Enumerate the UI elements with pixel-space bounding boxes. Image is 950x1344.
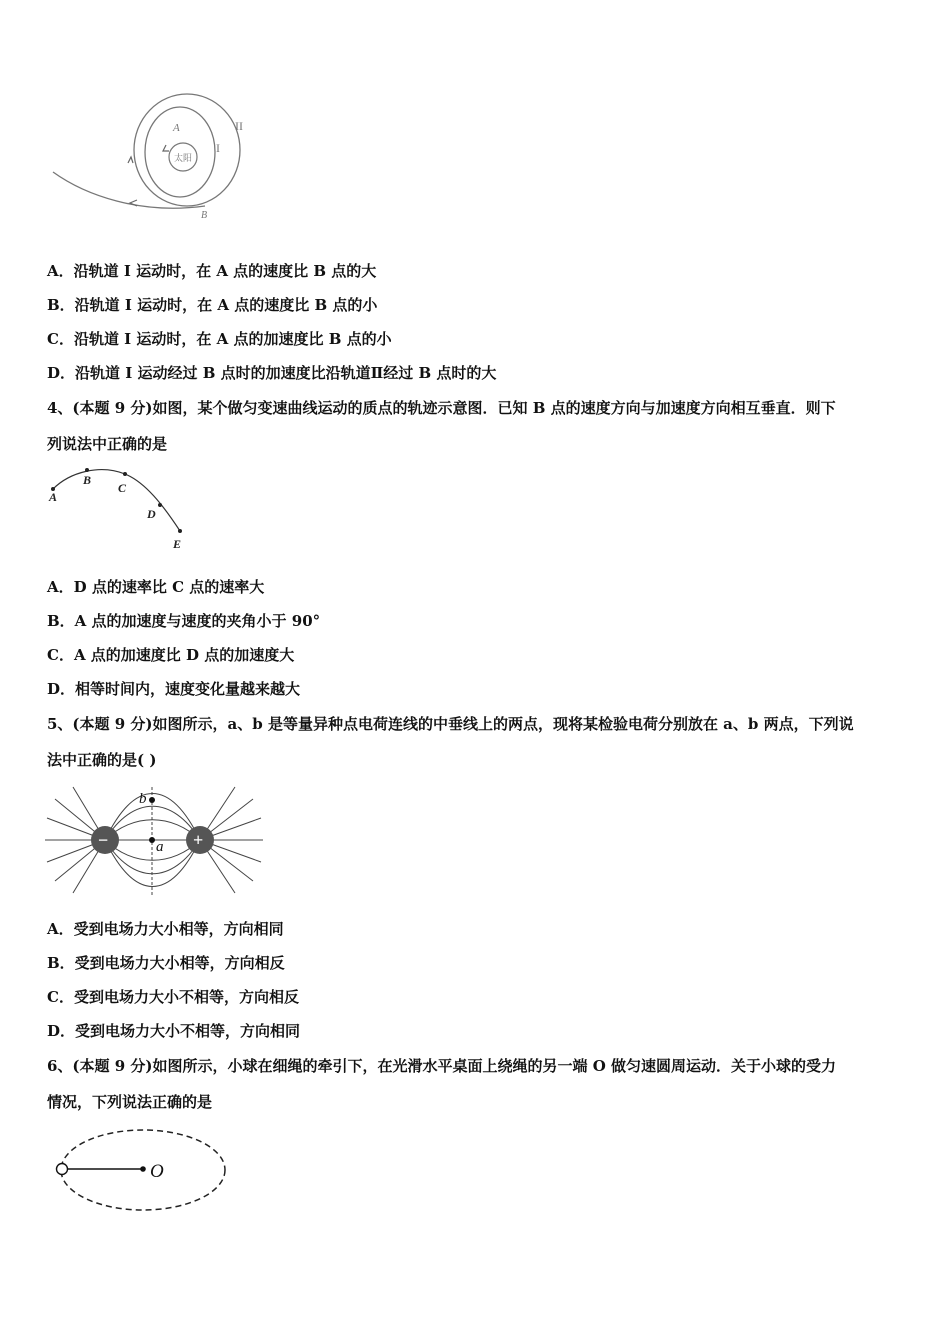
point-C bbox=[123, 472, 127, 476]
point-B-label: B bbox=[83, 473, 92, 487]
q6-stem-line2: 情况，下列说法正确的是 bbox=[47, 1093, 213, 1111]
point-C-label: C bbox=[118, 481, 127, 495]
sun-label: 太阳 bbox=[174, 153, 193, 163]
point-b-label: b bbox=[139, 791, 147, 807]
q3-option-c: C．沿轨道 I 运动时，在 A 点的加速度比 B 点的小 bbox=[47, 330, 392, 348]
q4-stem-line1: 4、(本题 9 分)如图，某个做匀变速曲线运动的质点的轨迹示意图．已知 B 点的速度方向与加速度方向相互垂直．则下 bbox=[47, 399, 836, 417]
q4-option-b: B．A 点的加速度与速度的夹角小于 90° bbox=[47, 612, 321, 630]
point-A-label: A bbox=[173, 122, 180, 134]
point-A-label: A bbox=[49, 490, 58, 504]
point-B-label: B bbox=[201, 210, 208, 221]
q4-option-d: D．相等时间内，速度变化量越来越大 bbox=[47, 680, 301, 698]
point-a-label: a bbox=[156, 839, 164, 855]
trajectory-curve bbox=[53, 470, 180, 531]
q4-option-a: A．D 点的速率比 C 点的速率大 bbox=[47, 578, 265, 596]
orbit-I-label: I bbox=[216, 141, 220, 155]
center-point bbox=[140, 1166, 146, 1172]
orbit-II bbox=[134, 94, 240, 206]
point-D bbox=[158, 503, 162, 507]
orbit-I bbox=[145, 107, 215, 197]
trajectory-figure bbox=[45, 460, 195, 555]
electric-field-figure bbox=[45, 783, 265, 898]
positive-sign: + bbox=[193, 830, 204, 850]
transfer-trajectory bbox=[53, 172, 205, 208]
orbit-figure bbox=[45, 90, 260, 240]
point-D-label: D bbox=[147, 507, 156, 521]
center-label: O bbox=[150, 1161, 164, 1182]
circular-motion-figure bbox=[45, 1125, 235, 1220]
orbit-II-label: II bbox=[235, 119, 243, 133]
q5-option-c: C．受到电场力大小不相等，方向相反 bbox=[47, 988, 299, 1006]
q4-stem-line2: 列说法中正确的是 bbox=[47, 435, 168, 453]
q4-option-c: C．A 点的加速度比 D 点的加速度大 bbox=[47, 646, 295, 664]
arrow-marker bbox=[163, 145, 169, 151]
q6-stem-line1: 6、(本题 9 分)如图所示，小球在细绳的牵引下，在光滑水平桌面上绕绳的另一端 O 做匀速圆周运动．关于小球的受力 bbox=[47, 1057, 837, 1075]
arrow-marker bbox=[130, 200, 137, 206]
q5-option-d: D．受到电场力大小不相等，方向相同 bbox=[47, 1022, 301, 1040]
ball bbox=[57, 1164, 68, 1175]
q3-option-d: D．沿轨道 I 运动经过 B 点时的加速度比沿轨道Ⅱ经过 B 点时的大 bbox=[47, 364, 497, 382]
q5-option-a: A．受到电场力大小相等，方向相同 bbox=[47, 920, 284, 938]
q5-stem-line1: 5、(本题 9 分)如图所示，a、b 是等量异种点电荷连线的中垂线上的两点，现将某检验电荷分别放在 a、b 两点，下列说 bbox=[47, 715, 854, 733]
q5-option-b: B．受到电场力大小相等，方向相反 bbox=[47, 954, 285, 972]
point-E-label: E bbox=[173, 537, 182, 551]
point-a bbox=[149, 837, 155, 843]
point-E bbox=[178, 529, 182, 533]
q3-option-b: B．沿轨道 I 运动时，在 A 点的速度比 B 点的小 bbox=[47, 296, 378, 314]
q3-option-a: A．沿轨道 I 运动时，在 A 点的速度比 B 点的大 bbox=[47, 262, 377, 280]
negative-sign: − bbox=[98, 830, 109, 850]
arrow-marker bbox=[128, 157, 133, 163]
q5-stem-line2: 法中正确的是( ) bbox=[47, 751, 157, 769]
point-B bbox=[85, 468, 89, 472]
point-b bbox=[149, 797, 155, 803]
